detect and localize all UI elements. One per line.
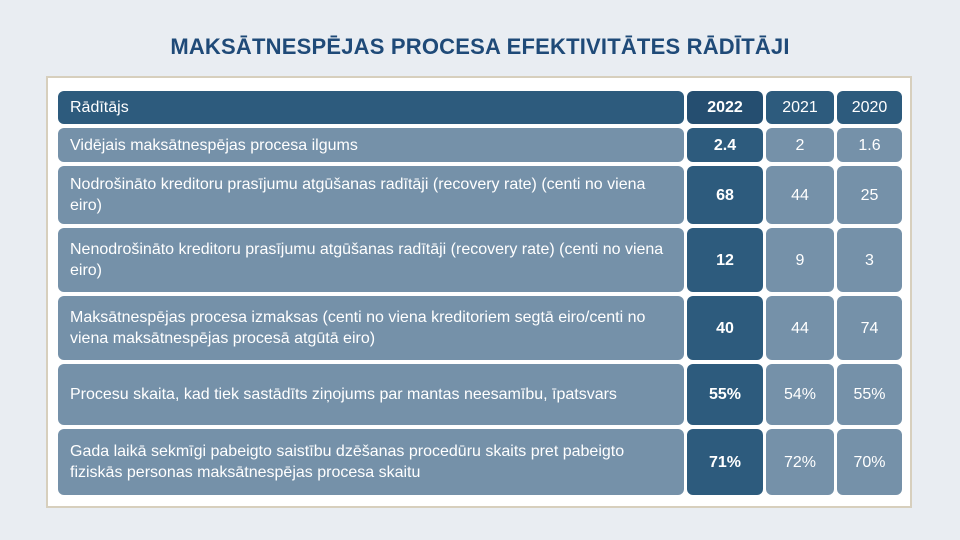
- header-year-2022: 2022: [687, 91, 763, 124]
- table-cell-2020: 55%: [837, 364, 902, 425]
- table-cell-2020: 74: [837, 296, 902, 360]
- table-cell-2020: 25: [837, 166, 902, 224]
- table-cell-2021: 9: [766, 228, 834, 292]
- table-row-label: Nenodrošināto kreditoru prasījumu atgūšanas radītāji (recovery rate) (centi no viena eiro): [58, 228, 684, 292]
- table-cell-2022: 12: [687, 228, 763, 292]
- table-cell-2020: 1.6: [837, 128, 902, 162]
- table-row-label: Nodrošināto kreditoru prasījumu atgūšanas radītāji (recovery rate) (centi no viena eiro): [58, 166, 684, 224]
- table-row-label: Gada laikā sekmīgi pabeigto saistību dzēšanas procedūru skaits pret pabeigto fiziskās personas maksātnespējas procesa skaitu: [58, 429, 684, 495]
- table-cell-2020: 70%: [837, 429, 902, 495]
- table-row-label: Vidējais maksātnespējas procesa ilgums: [58, 128, 684, 162]
- header-indicator: Rādītājs: [58, 91, 684, 124]
- page-title: MAKSĀTNESPĒJAS PROCESA EFEKTIVITĀTES RĀDĪTĀJI: [170, 34, 790, 59]
- table-cell-2022: 2.4: [687, 128, 763, 162]
- table-cell-2022: 55%: [687, 364, 763, 425]
- header-year-2020: 2020: [837, 91, 902, 124]
- table-cell-2022: 68: [687, 166, 763, 224]
- table-cell-2021: 44: [766, 166, 834, 224]
- table-cell-2021: 72%: [766, 429, 834, 495]
- header-year-2021: 2021: [766, 91, 834, 124]
- table-row-label: Procesu skaita, kad tiek sastādīts ziņojums par mantas neesamību, īpatsvars: [58, 364, 684, 425]
- table-cell-2021: 44: [766, 296, 834, 360]
- table-cell-2022: 71%: [687, 429, 763, 495]
- table-cell-2021: 2: [766, 128, 834, 162]
- table-row-label: Maksātnespējas procesa izmaksas (centi no viena kreditoriem segtā eiro/centi no viena maksātnespējas procesā atgūtā eiro): [58, 296, 684, 360]
- table-cell-2020: 3: [837, 228, 902, 292]
- table-cell-2022: 40: [687, 296, 763, 360]
- table-cell-2021: 54%: [766, 364, 834, 425]
